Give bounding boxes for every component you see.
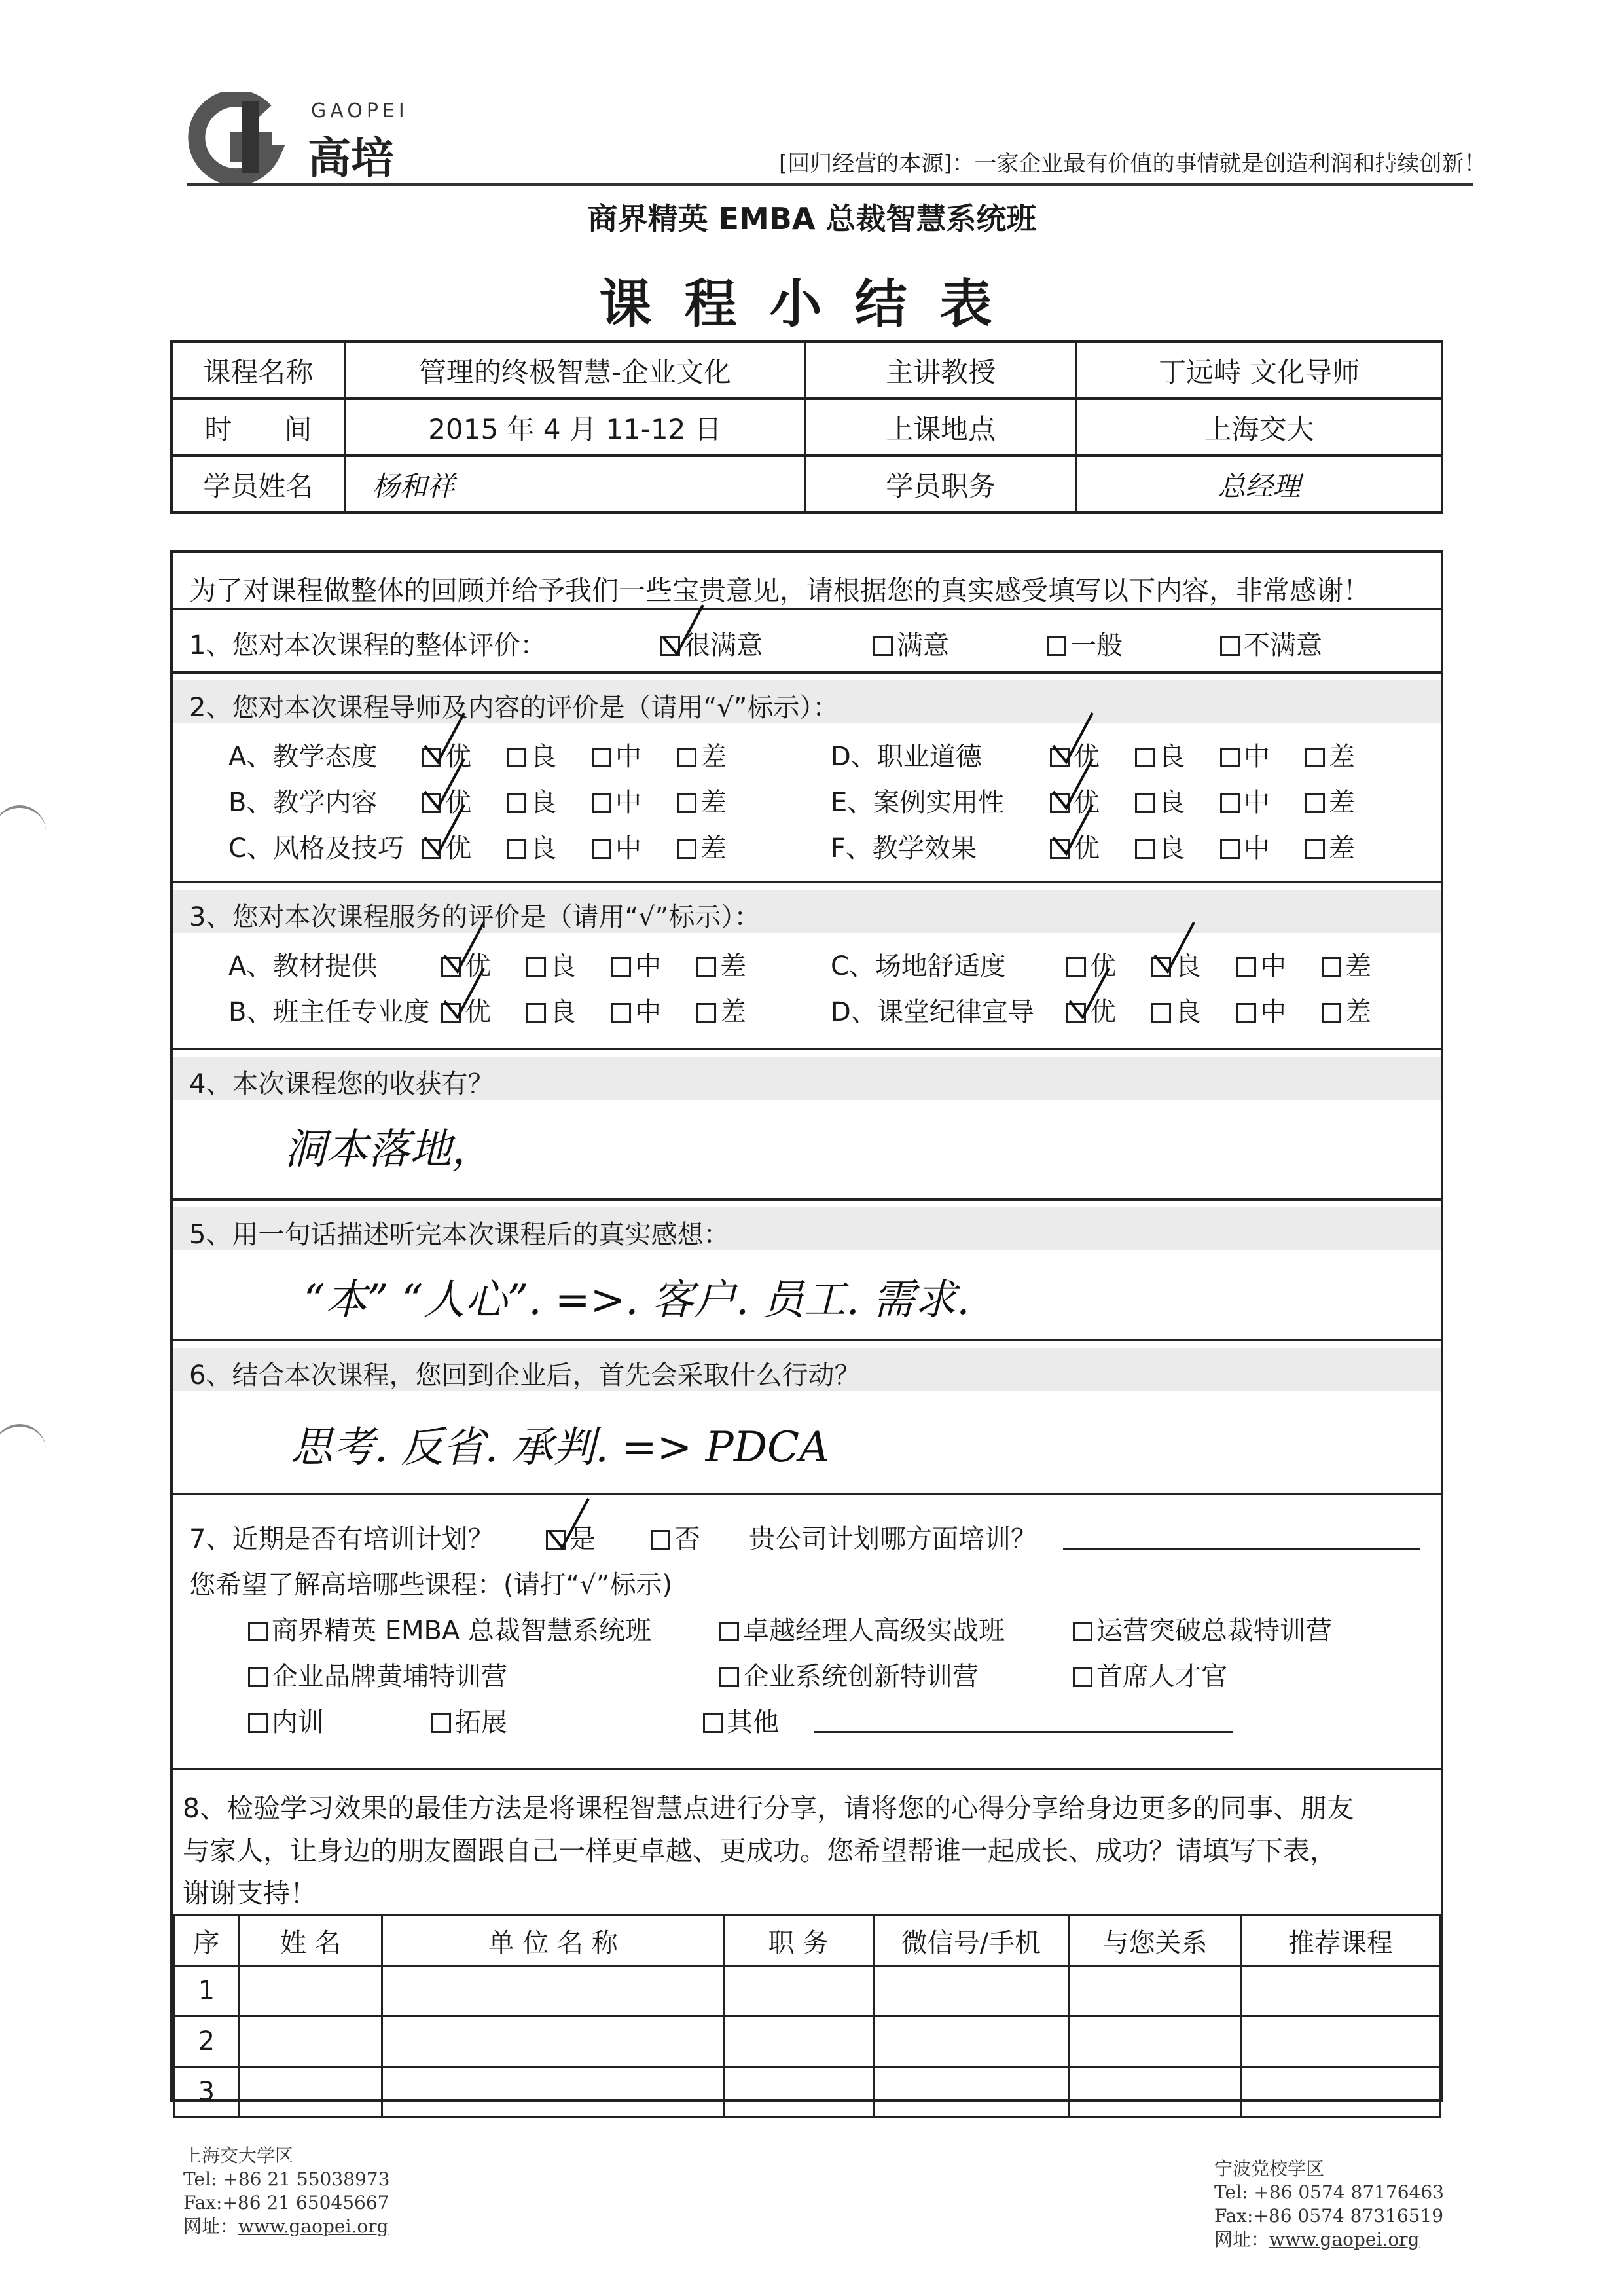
place-value: 上海交大 xyxy=(1076,399,1442,456)
divider xyxy=(173,608,1441,610)
checkbox-icon xyxy=(592,793,611,813)
checkbox-icon xyxy=(873,636,893,656)
footer-web-label: 网址： xyxy=(1214,2229,1270,2250)
q2-grade-option[interactable]: 差 xyxy=(1305,782,1355,819)
row-index: 2 xyxy=(174,2016,240,2067)
q7-text: 7、近期是否有培训计划？ xyxy=(189,1524,494,1554)
footer-campus: 宁波党校学区 xyxy=(1214,2158,1325,2179)
q2-grade-option[interactable]: 差 xyxy=(677,782,727,819)
course-option-innovation[interactable]: 企业系统创新特训营 xyxy=(719,1656,979,1693)
q7-which-training: 贵公司计划哪方面培训？ xyxy=(749,1524,1037,1554)
footer-campus: 上海交大学区 xyxy=(183,2145,294,2166)
q2-grade-option[interactable]: 优 xyxy=(1050,736,1100,773)
checkbox-icon xyxy=(1322,957,1341,977)
q2-grade-option[interactable]: 差 xyxy=(1305,828,1355,865)
lecturer-value: 丁远峙 文化导师 xyxy=(1076,342,1442,399)
time-value: 2015 年 4 月 11-12 日 xyxy=(345,399,805,456)
q3-grade-option[interactable]: 良 xyxy=(526,991,576,1029)
col-header-course: 推荐课程 xyxy=(1241,1916,1439,1966)
footer-web-link[interactable]: www.gaopei.org xyxy=(1269,2229,1420,2250)
course-option-manager[interactable]: 卓越经理人高级实战班 xyxy=(719,1610,1005,1647)
checkbox-icon xyxy=(1305,793,1325,813)
checkbox-icon xyxy=(248,1713,268,1733)
checkbox-icon xyxy=(1236,957,1256,977)
q3-grade-option[interactable]: 差 xyxy=(696,991,746,1029)
footer-web-label: 网址： xyxy=(183,2215,239,2237)
checkbox-icon xyxy=(1135,839,1155,859)
checkbox-icon xyxy=(719,1622,739,1641)
col-header-position: 职 务 xyxy=(724,1916,874,1966)
scan-mark xyxy=(0,805,46,834)
q6-text: 6、结合本次课程，您回到企业后，首先会采取什么行动？ xyxy=(189,1360,861,1391)
q3-grade-option[interactable]: 中 xyxy=(1236,945,1286,983)
course-info-table xyxy=(170,340,1443,514)
checkbox-icon xyxy=(526,1003,546,1023)
recommend-table-header xyxy=(174,1916,1440,1966)
checkbox-icon xyxy=(696,1003,716,1023)
q7-section xyxy=(173,1495,1441,1770)
survey-intro: 为了对课程做整体的回顾并给予我们一些宝贵意见，请根据您的真实感受填写以下内容，非常感谢！ xyxy=(189,575,1370,606)
q3-grade-option[interactable]: 良 xyxy=(1151,945,1201,983)
name-cell[interactable] xyxy=(239,1966,382,2016)
checkbox-icon xyxy=(651,1530,670,1550)
checkbox-icon xyxy=(507,793,526,813)
q2-grade-option[interactable]: 良 xyxy=(507,782,556,819)
col-header-name: 姓 名 xyxy=(239,1916,382,1966)
footer-tel: Tel: +86 0574 87176463 xyxy=(1214,2181,1445,2203)
checkbox-icon xyxy=(1220,636,1240,656)
checkbox-icon xyxy=(1135,793,1155,813)
course-cell[interactable] xyxy=(1241,2067,1439,2117)
q1-option-average[interactable]: 一般 xyxy=(1047,625,1123,662)
q3-grade-option[interactable]: 中 xyxy=(611,991,661,1029)
row-index: 3 xyxy=(174,2067,240,2117)
q3-text: 3、您对本次课程服务的评价是（请用“√”标示）： xyxy=(189,902,761,932)
checkbox-icon xyxy=(1236,1003,1256,1023)
footer-fax: Fax:+86 21 65045667 xyxy=(183,2192,389,2214)
q3-grade-option[interactable]: 良 xyxy=(1151,991,1201,1029)
q2-grade-option[interactable]: 优 xyxy=(422,782,471,819)
wechat-cell[interactable] xyxy=(873,1966,1068,2016)
checkbox-icon xyxy=(431,1713,451,1733)
student-name-label: 学员姓名 xyxy=(171,456,345,513)
student-name-field[interactable]: 杨和祥 xyxy=(345,456,805,513)
checkbox-icon xyxy=(1220,839,1240,859)
q2-item-label: B、教学内容 xyxy=(228,788,378,818)
q2-grade-option[interactable]: 差 xyxy=(677,828,727,865)
relation-cell[interactable] xyxy=(1069,2067,1242,2117)
checkbox-icon xyxy=(677,839,696,859)
q3-section xyxy=(173,883,1441,1050)
q2-grade-option[interactable]: 良 xyxy=(507,828,556,865)
course-option-emba[interactable]: 商界精英 EMBA 总裁智慧系统班 xyxy=(248,1610,651,1647)
q6-answer-field[interactable]: 思考. 反省. 承判. => PDCA xyxy=(291,1423,830,1472)
checkbox-icon xyxy=(1322,1003,1341,1023)
q3-grade-option[interactable]: 中 xyxy=(1236,991,1286,1029)
q2-item-label: E、案例实用性 xyxy=(831,788,1005,818)
checkbox-icon xyxy=(248,1667,268,1687)
checkbox-icon xyxy=(1047,636,1066,656)
q2-grade-option[interactable]: 差 xyxy=(677,736,727,773)
student-position-label: 学员职务 xyxy=(805,456,1076,513)
position-cell[interactable] xyxy=(724,2067,874,2117)
student-position-field[interactable]: 总经理 xyxy=(1076,456,1442,513)
q2-grade-option[interactable]: 中 xyxy=(592,782,641,819)
position-cell[interactable] xyxy=(724,2016,874,2067)
q2-item-label: F、教学效果 xyxy=(831,833,977,864)
wechat-cell[interactable] xyxy=(873,2067,1068,2117)
q3-grade-option[interactable]: 优 xyxy=(1066,991,1116,1029)
q2-grade-option[interactable]: 中 xyxy=(1220,736,1270,773)
q1-text: 1、您对本次课程的整体评价： xyxy=(189,630,547,661)
q2-item-label: C、风格及技巧 xyxy=(228,833,404,864)
q3-grade-option[interactable]: 优 xyxy=(1066,945,1116,983)
q3-grade-option[interactable]: 优 xyxy=(441,945,491,983)
course-cell[interactable] xyxy=(1241,1966,1439,2016)
q3-item-label: C、场地舒适度 xyxy=(831,951,1006,981)
relation-cell[interactable] xyxy=(1069,1966,1242,2016)
checkbox-icon xyxy=(1220,748,1240,767)
q2-grade-option[interactable]: 中 xyxy=(592,736,641,773)
checkbox-icon xyxy=(1135,748,1155,767)
q3-item-label: D、课堂纪律宣导 xyxy=(831,997,1034,1027)
col-header-company: 单 位 名 称 xyxy=(382,1916,724,1966)
q1-option-satisfied[interactable]: 满意 xyxy=(873,625,949,662)
q4-answer-field[interactable]: 洞本落地， xyxy=(284,1125,494,1174)
q3-item-label: B、班主任专业度 xyxy=(228,997,430,1027)
q1-option-unsatisfied[interactable]: 不满意 xyxy=(1220,625,1322,662)
checkbox-icon xyxy=(696,957,716,977)
course-option-brand[interactable]: 企业品牌黄埔特训营 xyxy=(248,1656,507,1693)
lecturer-label: 主讲教授 xyxy=(805,342,1076,399)
q2-grade-option[interactable]: 优 xyxy=(422,736,471,773)
course-option-operation[interactable]: 运营突破总裁特训营 xyxy=(1073,1610,1332,1647)
checkbox-icon xyxy=(1305,839,1325,859)
q2-grade-option[interactable]: 优 xyxy=(422,828,471,865)
q2-grade-option[interactable]: 中 xyxy=(592,828,641,865)
recommend-table xyxy=(173,1914,1441,2118)
place-label: 上课地点 xyxy=(805,399,1076,456)
checkmark-icon xyxy=(1050,801,1096,860)
q5-section xyxy=(173,1201,1441,1341)
position-cell[interactable] xyxy=(724,1966,874,2016)
q2-grade-option[interactable]: 良 xyxy=(1135,782,1185,819)
q7-courses-prompt: 您希望了解高培哪些课程：(请打“√”标示) xyxy=(189,1570,673,1600)
checkbox-icon xyxy=(1073,1667,1092,1687)
checkbox-icon xyxy=(611,1003,631,1023)
checkbox-icon xyxy=(592,839,611,859)
col-header-index: 序 xyxy=(174,1916,240,1966)
q5-answer-field[interactable]: “本” “人心”. =>. 客户. 员工. 需求. xyxy=(304,1276,970,1324)
q8-text-2: 与家人，让身边的朋友圈跟自己一样更卓越、更成功。您希望帮谁一起成长、成功？请填写下表， xyxy=(183,1835,1337,1867)
q2-grade-option[interactable]: 优 xyxy=(1050,782,1100,819)
gaopei-logo-mark-icon xyxy=(187,92,285,183)
q3-grade-option[interactable]: 差 xyxy=(1322,991,1371,1029)
name-cell[interactable] xyxy=(239,2016,382,2067)
q2-item-label: A、教学态度 xyxy=(228,742,378,772)
q1-option-very-satisfied[interactable]: 很满意 xyxy=(660,625,763,662)
form-title: 课程小结表 xyxy=(599,274,1025,335)
checkmark-icon xyxy=(546,1495,592,1554)
checkbox-icon xyxy=(507,748,526,767)
relation-cell[interactable] xyxy=(1069,2016,1242,2067)
gaopei-logo xyxy=(187,92,409,183)
brand-name-en: GAOPEI xyxy=(311,100,408,122)
checkmark-icon xyxy=(1151,919,1197,978)
time-label: 时 间 xyxy=(171,399,345,456)
footer-fax: Fax:+86 0574 87316519 xyxy=(1214,2205,1444,2227)
checkbox-icon xyxy=(1220,793,1240,813)
q3-grade-option[interactable]: 优 xyxy=(441,991,491,1029)
checkmark-icon xyxy=(1066,965,1112,1024)
q2-grade-option[interactable]: 良 xyxy=(507,736,556,773)
q2-grade-option[interactable]: 良 xyxy=(1135,828,1185,865)
footer-tel: Tel: +86 21 55038973 xyxy=(183,2168,390,2190)
q3-grade-option[interactable]: 差 xyxy=(1322,945,1371,983)
slogan: [回归经营的本源]：一家企业最有价值的事情就是创造利润和持续创新！ xyxy=(779,151,1487,177)
q2-grade-option[interactable]: 优 xyxy=(1050,828,1100,865)
checkbox-icon xyxy=(703,1713,723,1733)
checkbox-icon xyxy=(248,1622,268,1641)
header-divider xyxy=(187,183,1473,186)
q2-grade-option[interactable]: 中 xyxy=(1220,828,1270,865)
course-name-label: 课程名称 xyxy=(171,342,345,399)
course-cell[interactable] xyxy=(1241,2016,1439,2067)
course-option-cto[interactable]: 首席人才官 xyxy=(1073,1656,1227,1693)
checkbox-icon xyxy=(592,748,611,767)
footer-shanghai xyxy=(183,2144,389,2238)
q2-text: 2、您对本次课程导师及内容的评价是（请用“√”标示）： xyxy=(189,693,839,723)
scan-mark xyxy=(0,1424,46,1453)
q3-grade-option[interactable]: 差 xyxy=(696,945,746,983)
course-other-field[interactable] xyxy=(814,1731,1233,1733)
table-row xyxy=(174,2016,1440,2067)
checkbox-icon xyxy=(526,957,546,977)
course-option-internal[interactable]: 内训 xyxy=(248,1702,324,1739)
checkmark-icon xyxy=(422,801,467,860)
survey-form xyxy=(170,550,1443,2107)
checkbox-icon xyxy=(677,748,696,767)
checkbox-icon xyxy=(1073,1622,1092,1641)
checkbox-icon xyxy=(1305,748,1325,767)
q2-grade-option[interactable]: 中 xyxy=(1220,782,1270,819)
q8-text-1: 8、检验学习效果的最佳方法是将课程智慧点进行分享，请将您的心得分享给身边更多的同事、朋友 xyxy=(183,1793,1354,1824)
q5-text: 5、用一句话描述听完本次课程后的真实感想： xyxy=(189,1220,730,1250)
col-header-relation: 与您关系 xyxy=(1069,1916,1242,1966)
table-row xyxy=(174,1966,1440,2016)
q7-which-training-field[interactable] xyxy=(1063,1548,1420,1550)
q3-item-label: A、教材提供 xyxy=(228,951,378,981)
course-option-outward[interactable]: 拓展 xyxy=(431,1702,507,1739)
q6-section xyxy=(173,1341,1441,1495)
q2-section xyxy=(173,674,1441,883)
wechat-cell[interactable] xyxy=(873,2016,1068,2067)
q2-grade-option[interactable]: 差 xyxy=(1305,736,1355,773)
q3-grade-option[interactable]: 良 xyxy=(526,945,576,983)
checkbox-icon xyxy=(719,1667,739,1687)
q2-item-label: D、职业道德 xyxy=(831,742,982,772)
brand-name-cn: 高培 xyxy=(308,133,394,183)
course-option-other[interactable]: 其他 xyxy=(703,1702,779,1739)
checkmark-icon xyxy=(441,965,487,1024)
row-index: 1 xyxy=(174,1966,240,2016)
q4-text: 4、本次课程您的收获有？ xyxy=(189,1069,494,1099)
q8-text-3: 谢谢支持！ xyxy=(183,1878,317,1909)
name-cell[interactable] xyxy=(239,2067,382,2117)
checkbox-icon xyxy=(611,957,631,977)
table-row xyxy=(174,2067,1440,2117)
q4-section xyxy=(173,1050,1441,1201)
company-cell[interactable] xyxy=(382,2067,724,2117)
checkbox-icon xyxy=(1151,1003,1171,1023)
q8-section xyxy=(173,1770,1441,2107)
q2-grade-option[interactable]: 良 xyxy=(1135,736,1185,773)
checkbox-icon xyxy=(507,839,526,859)
survey-intro-q1 xyxy=(173,553,1441,674)
checkbox-icon xyxy=(677,793,696,813)
q7-option-yes[interactable]: 是 xyxy=(546,1518,596,1556)
course-name-value: 管理的终极智慧-企业文化 xyxy=(345,342,805,399)
program-name: 商界精英 EMBA 总裁智慧系统班 xyxy=(587,201,1037,236)
footer-web-link[interactable]: www.gaopei.org xyxy=(238,2215,389,2237)
checkmark-icon xyxy=(660,602,706,661)
company-cell[interactable] xyxy=(382,1966,724,2016)
footer-ningbo xyxy=(1214,2157,1444,2251)
col-header-wechat: 微信号/手机 xyxy=(873,1916,1068,1966)
q7-option-no[interactable]: 否 xyxy=(651,1518,700,1556)
q3-grade-option[interactable]: 中 xyxy=(611,945,661,983)
company-cell[interactable] xyxy=(382,2016,724,2067)
